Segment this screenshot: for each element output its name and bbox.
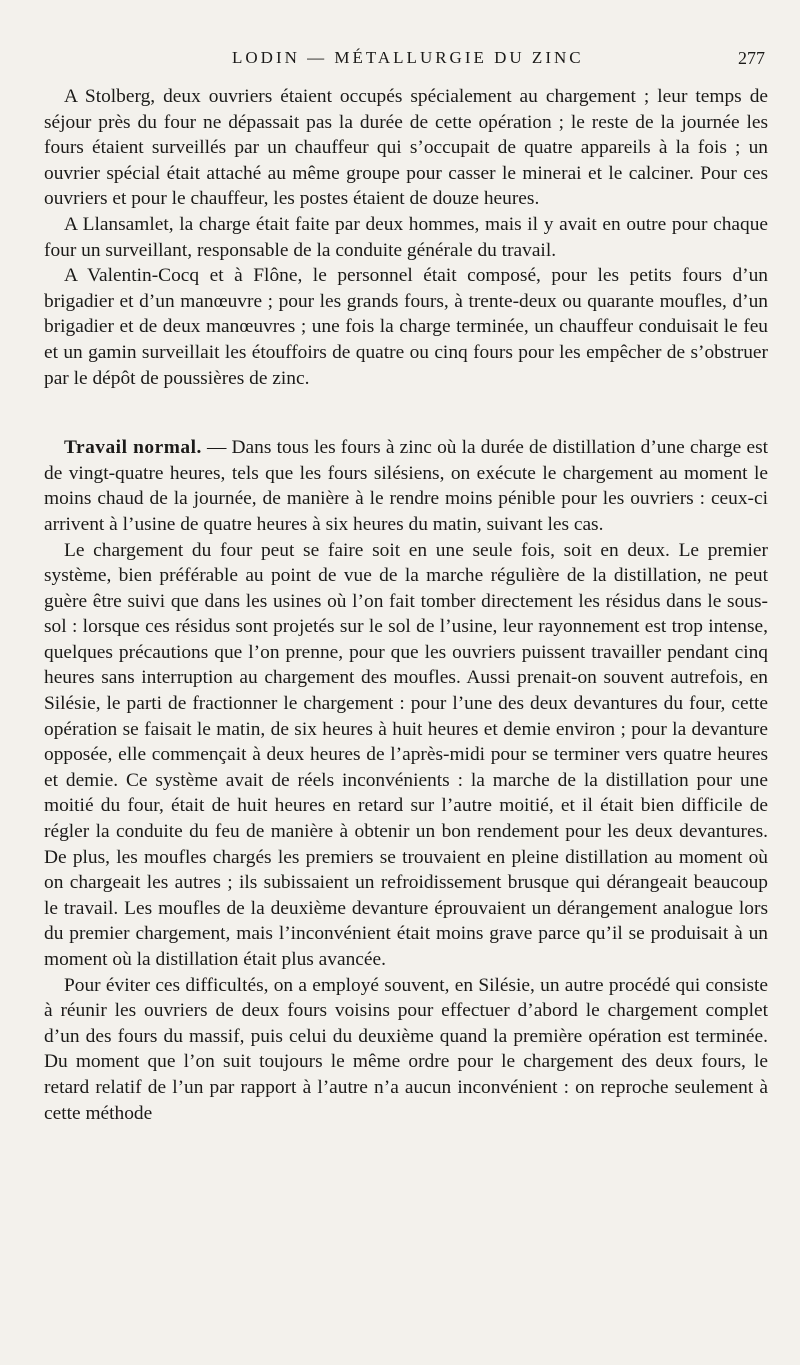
page-number: 277 bbox=[738, 48, 765, 68]
paragraph-travail-normal-text: — Dans tous les fours à zinc où la durée de distillation d’une charge est de vingt-quatre heures, tels que les fours silésiens, on exécute le chargement au moment le moins chaud de la journée, de manière à le rendre moins pénible pour les ouvriers : ceux-ci arrivent à l’usine de quatre heures à six heures du matin, suivant les cas. bbox=[44, 437, 768, 535]
paragraph-valentin-cocq: A Valentin-Cocq et à Flône, le personnel était composé, pour les petits fours d’un brigadier et d’un manœuvre ; pour les grands fours, à trente-deux ou quarante moufles, d’un brigadier et de deux manœuvres ; une fois la charge terminée, un chauffeur conduisait le feu et un gamin surveillait les étouffoirs de quatre ou cinq fours pour les empêcher de s’obstruer par le dépôt de poussières de zinc. bbox=[44, 265, 768, 389]
section-heading: Travail normal. bbox=[64, 437, 202, 459]
body-text bbox=[44, 84, 768, 1126]
paragraph-eviter-difficultes: Pour éviter ces difficultés, on a employé souvent, en Silésie, un autre procédé qui consiste à réunir les ouvriers de deux fours voisins pour effectuer d’abord le chargement complet d’un des fours du massif, puis celui du deuxième quand la première opération est terminée. Du moment que l’on suit toujours le même ordre pour le chargement des deux fours, le retard relatif de l’un par rapport à l’autre n’a aucun inconvénient : on reproche seulement à cette méthode bbox=[44, 974, 768, 1124]
paragraph-llansamlet: A Llansamlet, la charge était faite par deux hommes, mais il y avait en outre pour chaque four un surveillant, responsable de la conduite générale du travail. bbox=[44, 213, 768, 261]
paragraph-stolberg: A Stolberg, deux ouvriers étaient occupés spécialement au chargement ; leur temps de séjour près du four ne dépassait pas la durée de cette opération ; le reste de la journée les fours étaient surveillés par un chauffeur qui s’occupait de quatre appareils à la fois ; un ouvrier spécial était attaché au même groupe pour casser le minerai et le calciner. Pour ces ouvriers et pour le chauffeur, les postes étaient de douze heures. bbox=[44, 86, 768, 210]
paragraph-travail-normal bbox=[44, 435, 768, 537]
section-gap bbox=[44, 391, 768, 435]
running-title: LODIN — MÉTALLURGIE DU ZINC bbox=[232, 48, 584, 67]
running-head bbox=[0, 40, 800, 70]
paragraph-chargement: Le chargement du four peut se faire soit en une seule fois, soit en deux. Le premier système, bien préférable au point de vue de la marche régulière de la distillation, ne peut guère être suivi que dans les usines où l’on fait tomber directement les résidus dans le sous-sol : lorsque ces résidus sont projetés sur le sol de l’usine, leur rayonnement est trop intense, quelques précautions que l’on prenne, pour que les ouvriers puissent travailler pendant cinq heures sans interruption au chargement des moufles. Aussi prenait-on souvent autrefois, en Silésie, le parti de fractionner le chargement : pour l’une des deux devantures du four, cette opération se faisait le matin, de six heures à huit heures et demie environ ; pour la devanture opposée, elle commençait à deux heures de l’après-midi pour se terminer vers quatre heures et demie. Ce système avait de réels inconvénients : la marche de la distillation pour une moitié du four, était de huit heures en retard sur l’autre moitié, et il était bien difficile de régler la conduite du feu de manière à obtenir un bon rendement pour les deux devantures. De plus, les moufles chargés les premiers se trouvaient en pleine distillation au moment où on chargeait les autres ; ils subissaient un refroidissement brusque qui dérangeait beaucoup le travail. Les moufles de la deuxième devanture éprouvaient un dérangement analogue lors du premier chargement, mais l’inconvénient était moins grave parce qu’il se produisait à un moment où la distillation était plus avancée. bbox=[44, 539, 768, 970]
